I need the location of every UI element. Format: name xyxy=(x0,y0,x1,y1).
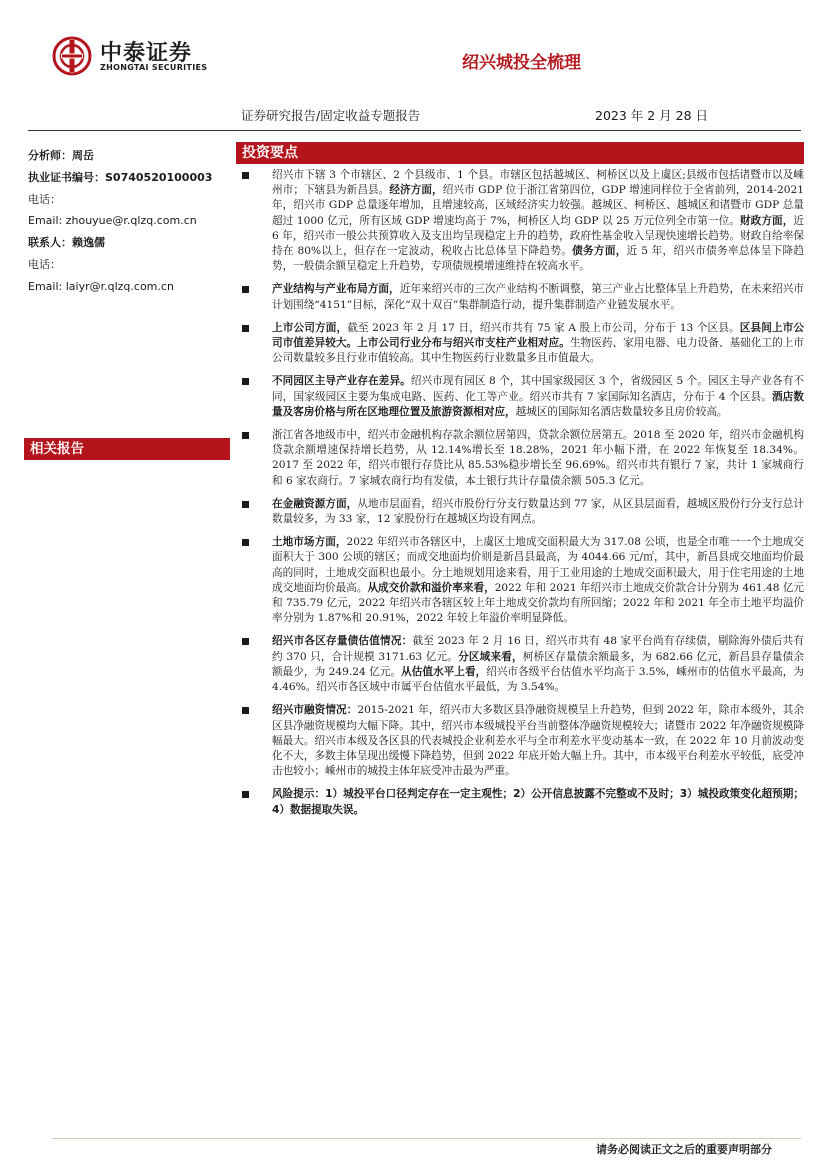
company-logo xyxy=(52,36,232,80)
bullet-square-icon xyxy=(242,638,249,645)
bullet-square-icon xyxy=(242,432,249,439)
bullet-square-icon xyxy=(242,172,249,179)
bullet-bold-text: 绍兴市融资情况： xyxy=(272,704,358,717)
bullet-financing xyxy=(240,703,804,779)
logo-english-name: ZHONGTAI SECURITIES xyxy=(100,63,208,72)
bullet-text: 生物医药、家用电器、电力设备、基础化工的上市公司数量较多且行业市值较高。其中生物医药行业数量多且市值最大。 xyxy=(272,337,805,365)
bullet-text: 浙江省各地级市中，绍兴市金融机构存款余额位居第四，贷款余额位居第五。2018 至 2020 年，绍兴市金融机构贷款余额增速保持增长趋势，从 12.14%增长至 18.28%，2021 年小幅下滑，在 2022 年恢复至 18.34%。2017 至 2022 年，绍兴市银行存贷比从 85.53%稳步增长至 96.69%。绍兴市共有银行 7 家，共计 1 家城商行和 6 家农商行。7 家城农商行均有发债，本土银行共计存量债余额 505.3 亿元。 xyxy=(272,429,804,487)
report-date: 2023 年 2 月 28 日 xyxy=(595,108,709,123)
bullet-text: 绍兴市下辖 3 个市辖区、2 个县级市、1 个县。市辖区包括越城区、柯桥区以及上虞区;县级市包括诸暨市以及嵊州市；下辖县为新昌县。 xyxy=(272,169,804,197)
bullet-text: 越城区的国际知名酒店数量较多且房价较高。 xyxy=(515,405,728,418)
bullet-text: 近年来绍兴市的三次产业结构不断调整，第三产业占比整体呈上升趋势，在未来绍兴市计划围绕“4151”目标，深化“双十双百”集群制造行动，提升集群制造产业链发展水平。 xyxy=(272,283,805,311)
bullet-bold-text: 区县间上市公司市值差异较大。上市公司行业分布与绍兴市支柱产业相对应。 xyxy=(272,321,805,350)
footer-divider xyxy=(52,1138,801,1139)
bullet-risk-warning xyxy=(240,787,804,817)
bullet-bold-text: 在金融资源方面， xyxy=(272,497,358,510)
bullet-square-icon xyxy=(242,539,249,546)
related-reports-header: 相关报告 xyxy=(24,438,230,460)
bullet-text: 2015-2021 年，绍兴市大多数区县净融资规模呈上升趋势，但到 2022 年，除市本级外，其余区县净融资规模均大幅下降。其中，绍兴市本级城投平台当前整体净融资规模较大；诸暨市 2022 年净融资规模降幅最大。绍兴市本级及各区县的代表城投企业利差水平与全市利差水平变动基本一致，在 2022 年 10 月前波动变化不大，多数主体呈现出缓慢下降趋势，但到 2022 年底开始大幅上升。其中，市本级平台利差水平较低，底受冲击也较小；嵊州市的城投主体年底受冲击最为严重。 xyxy=(272,704,804,778)
bullet-financial-institutions xyxy=(240,428,804,489)
bullet-bold-text: 财政方面， xyxy=(739,214,794,227)
bullet-square-icon xyxy=(242,791,249,798)
bullet-text: 绍兴市各级平台估值水平均高于 3.5%，嵊州市的估值水平最高，为 4.46%。绍兴市各区域中市属平台估值水平最低，为 3.54%。 xyxy=(272,665,805,694)
bullet-square-icon xyxy=(242,378,249,385)
bullet-text: 绍兴市现有园区 8 个，其中国家级园区 3 个，省级园区 5 个。园区主导产业各有不同，国家级园区主要为集成电路、医药、化工等产业。绍兴市共有 7 家国际知名酒店，分布于 4 个区县。 xyxy=(272,375,805,403)
bullet-bold-text: 上市公司方面， xyxy=(272,321,348,334)
bullet-text: 柯桥区存量债余额最多，为 682.66 亿元，新昌县存量债余额最少，为 249.24 亿元。 xyxy=(272,650,805,678)
contact-name: 联系人：赖逸儒 xyxy=(28,236,105,250)
bullet-overview xyxy=(240,168,804,274)
bullet-bold-text: 风险提示：1）城投平台口径判定存在一定主观性；2）公开信息披露不完整或不及时；3）城投政策变化超预期；4）数据提取失误。 xyxy=(272,788,804,816)
bullet-text: 近 5 年，绍兴市债务率总体呈下降趋势，一般债余额呈稳定上升趋势，专项债规模增速维持在较高水平。 xyxy=(272,245,804,273)
contact-phone: 电话： xyxy=(28,257,61,271)
bullet-bold-text: 从成交价款和溢价率来看， xyxy=(367,581,495,594)
bullet-land-market xyxy=(240,535,804,626)
bullet-bold-text: 分区域来看， xyxy=(458,650,523,663)
bullet-square-icon xyxy=(242,707,249,714)
report-type: 证券研究报告/固定收益专题报告 xyxy=(241,108,421,123)
bullet-bold-text: 土地市场方面， xyxy=(272,536,347,549)
certificate-number xyxy=(28,167,228,189)
bullet-square-icon xyxy=(242,325,249,332)
contact-email: Email: laiyr@r.qlzq.com.cn xyxy=(28,279,174,293)
bullet-bold-text: 不同园区主导产业存在差异。 xyxy=(272,375,411,388)
bullet-bold-text: 债务方面， xyxy=(572,245,627,258)
bullet-industrial-parks xyxy=(240,374,804,420)
bullet-text: 2022 年和 2021 年绍兴市土地成交价款合计分别为 461.48 亿元和 735.79 亿元，2022 年绍兴市各辖区较上年土地成交价款均有所回缩；2022 年和 2021 年全市土地平均溢价率分别为 1.87%和 20.91%，2022 年较上年溢价率明显降低。 xyxy=(272,581,805,625)
bullet-text: 从地市层面看，绍兴市股份行分支行数量达到 77 家，从区县层面看，越城区股份行分支行总计数量较多，为 33 家，12 家股份行在越城区均设有网点。 xyxy=(272,497,805,526)
document-title: 绍兴城投全梳理 xyxy=(462,53,581,73)
bullet-square-icon xyxy=(242,286,249,293)
footer-disclaimer: 请务必阅读正文之后的重要声明部分 xyxy=(596,1143,772,1156)
analyst-name: 分析师：周岳 xyxy=(28,149,94,162)
bullet-bold-text: 绍兴市各区存量债估值情况： xyxy=(272,635,413,648)
bullet-industry-structure xyxy=(240,282,804,312)
analyst-email: Email: zhouyue@r.qlzq.com.cn xyxy=(28,214,197,228)
bullet-text: 绍兴市 GDP 位于浙江省第四位，GDP 增速同样位于全省前列，2014-2021 年，绍兴市 GDP 总量逐年增加，且增速较高，区域经济实力较强。越城区、柯桥区、越城区和诸暨市 GDP 总量超过 1000 亿元，所有区域 GDP 增速均高于 7%，柯桥区人均 GDP 以 25 万元位列全市第一位。 xyxy=(272,184,805,227)
bullet-text: 截至 2023 年 2 月 16 日，绍兴市共有 48 家平台尚有存续债，剔除海外债后共有约 370 只，合计规模 3171.63 亿元。 xyxy=(272,635,805,663)
bullet-financial-resources xyxy=(240,497,804,527)
bullet-text: 截至 2023 年 2 月 17 日，绍兴市共有 75 家 A 股上市公司，分布于 13 个区县。 xyxy=(347,321,740,334)
analyst-phone: 电话： xyxy=(28,192,61,206)
bullet-text: 2022 年绍兴市各辖区中，上虞区土地成交面积最大为 317.08 公顷，也是全市唯一一个土地成交面积大于 300 公顷的辖区；而成交地面均价则是新昌县最高，为 4044.66 元/㎡，其中，新昌县成交地面均价最高的同时，土地成交面积也最小。分土地规划用途来看，用于工业用途的土地成交面积最大，用于住宅用途的土地成交地面均价最高。 xyxy=(272,536,804,594)
bullet-bold-text: 酒店数量及客房价格与所在区地理位置及旅游资源相对应， xyxy=(272,390,805,418)
bullet-square-icon xyxy=(242,501,249,508)
bullet-listed-companies xyxy=(240,321,804,367)
bullet-bold-text: 产业结构与产业布局方面， xyxy=(272,283,400,296)
bullet-bold-text: 从估值水平上看， xyxy=(401,665,487,678)
logo-chinese-name: 中泰证券 xyxy=(100,41,193,66)
bullet-text: 近 6 年，绍兴市一般公共预算收入及支出均呈现稳定上升的趋势，政府性基金收入呈现快速增长趋势。财政自给率保持在 80%以上，但存在一定波动，税收占比总体呈下降趋势。 xyxy=(272,214,804,258)
zhongtai-logo-icon xyxy=(52,36,92,76)
bullet-bold-text: 经济方面， xyxy=(389,184,443,197)
header-divider xyxy=(28,130,801,131)
bullet-bond-valuation xyxy=(240,634,804,695)
investment-highlights-header: 投资要点 xyxy=(236,142,804,164)
investment-highlights-body xyxy=(240,168,804,826)
certificate-value: S0740520100003 xyxy=(105,170,213,184)
certificate-label: 执业证书编号： xyxy=(28,170,105,184)
sidebar-analyst-info xyxy=(28,145,228,298)
